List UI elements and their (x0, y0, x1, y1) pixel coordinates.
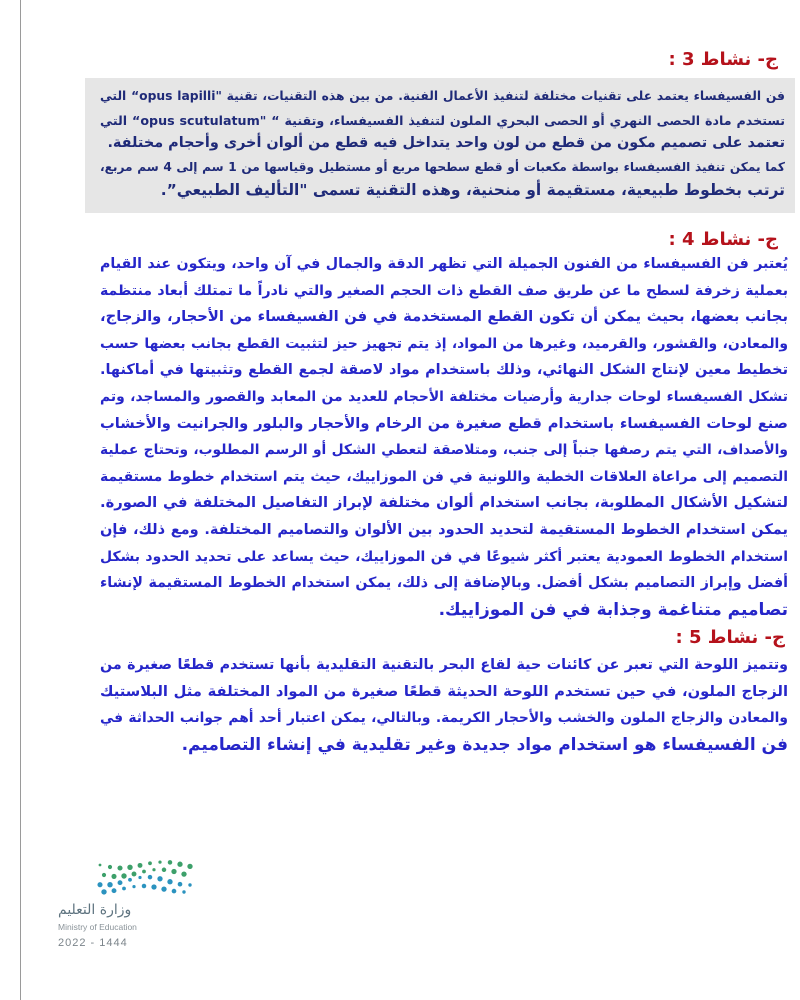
ministry-name-arabic: وزارة التعليم (58, 902, 132, 918)
activity-4-line: أفضل وإبراز التصاميم بشكل أفضل. وبالإضافة إلى ذلك، يمكن استخدام الخطوط المستقيمة لإنشاء (100, 575, 788, 592)
activity-5-line: والمعادن والزجاج الملون والخشب والأحجار الكريمة. وبالتالي، يمكن اعتبار أحد أهم جوانب الحداثة في (100, 710, 788, 727)
activity-3-line: كما يمكن تنفيذ الفسيفساء بواسطة مكعبات أو قطع سطحها مربع أو مستطيل وقياسها من 1 سم إلى 4 سم مربع، (99, 159, 785, 174)
activity-4-line: تشكل الفسيفساء لوحات جدارية وأرضيات مختلفة الأحجام للعديد من المعابد والقصور والمساجد، وتم (100, 388, 788, 405)
edition-year: 2022 - 1444 (58, 937, 128, 949)
activity-5-heading: ج- نشاط 5 : (675, 627, 785, 648)
activity-3-line: ترتب بخطوط طبيعية، مستقيمة أو منحنية، وهذه التقنية تسمى "التأليف الطبيعي”. (160, 181, 785, 199)
activity-4-line: والأصداف، التي يتم رصفها جنباً إلى جنب، ومتلاصقة لتعطي الشكل أو الرسم المطلوب، وتحتاج عملية (100, 442, 788, 459)
activity-3-heading: ج- نشاط 3 : (668, 49, 778, 70)
activity-5-line: الزجاج الملون، في حين تستخدم اللوحة الحديثة قطعًا صغيرة من المواد المختلفة مثل البلاستيك (100, 682, 788, 700)
activity-3-line: تستخدم مادة الحصى النهري أو الحصى البحري الملون لتنفيذ الفسيفساء، وتقنية “ "opus scutulatum“ التي (100, 112, 785, 128)
activity-4-line: تصاميم متناغمة وجذابة في فن الموزاييك. (438, 599, 788, 620)
activity-4-line: صنع لوحات الفسيفساء باستخدام قطع صغيرة من الرخام والأحجار والبلور والجرانيت والأخشاب (100, 414, 788, 432)
ministry-name-english: Ministry of Education (58, 922, 137, 932)
activity-5-answer (100, 652, 788, 758)
activity-4-line: بعملية زخرفة لسطح ما عن طريق صف القطع ذات الحجم الصغير والتي نادراً ما تمتلك أبعاد منتظمة (100, 282, 788, 299)
activity-4-heading: ج- نشاط 4 : (668, 229, 778, 250)
activity-4-answer (100, 251, 788, 623)
page-border-line (20, 0, 21, 1000)
activity-4-line: التصميم إلى مراعاة العلاقات الخطية واللونية في فن الموزاييك، حيث يتم استخدام خطوط مستقيمة (100, 468, 788, 485)
activity-4-line: والمعادن، والقشور، والقرميد، وغيرها من المواد، إذ يتم تجهيز حيز لتثبيت القطع بجانب بعضها حسب (100, 335, 788, 352)
activity-4-line: لتشكيل الأشكال المطلوبة، بجانب استخدام ألوان مختلفة لإبراز التفاصيل المختلفة في الصورة. (100, 494, 788, 512)
activity-5-line: فن الفسيفساء هو استخدام مواد جديدة وغير تقليدية في إنشاء التصاميم. (181, 734, 788, 755)
activity-3-answer-box (85, 78, 795, 213)
activity-4-line: يمكن استخدام الخطوط المستقيمة لتحديد الحدود بين الألوان والتصاميم المختلفة. ومع ذلك، فإن (100, 521, 788, 538)
activity-3-line: فن الفسيفساء يعتمد على تقنيات مختلفة لتنفيذ الأعمال الفنية. من بين هذه التقنيات، تقنية "opus lapilli“ التي (99, 89, 785, 103)
ministry-logo-dots-icon (95, 858, 195, 896)
activity-3-line: تعتمد على تصميم مكون من قطع من لون واحد يتداخل فيه قطع من ألوان أخرى وأحجام مختلفة. (107, 135, 785, 151)
activity-4-line: بجانب بعضها، بحيث يمكن أن تكون القطع المستخدمة في فن الفسيفساء من الأحجار، والزجاج، (100, 308, 788, 326)
activity-4-line: يُعتبر فن الفسيفساء من الفنون الجميلة التي تظهر الدقة والجمال في آن واحد، ويتكون عند القيام (100, 256, 788, 272)
activity-4-line: تخطيط معين لإنتاج الشكل النهائي، وذلك باستخدام مواد لاصقة لجمع القطع وتثبيتها في أماكنها. (100, 362, 788, 379)
activity-5-line: وتتميز اللوحة التي تعبر عن كائنات حية لقاع البحر بالتقنية التقليدية بأنها تستخدم قطعًا صغيرة من (100, 657, 788, 673)
activity-4-line: استخدام الخطوط العمودية يعتبر أكثر شيوعًا في فن الموزاييك، حيث يساعد على تحديد الحدود بشكل (100, 548, 788, 565)
